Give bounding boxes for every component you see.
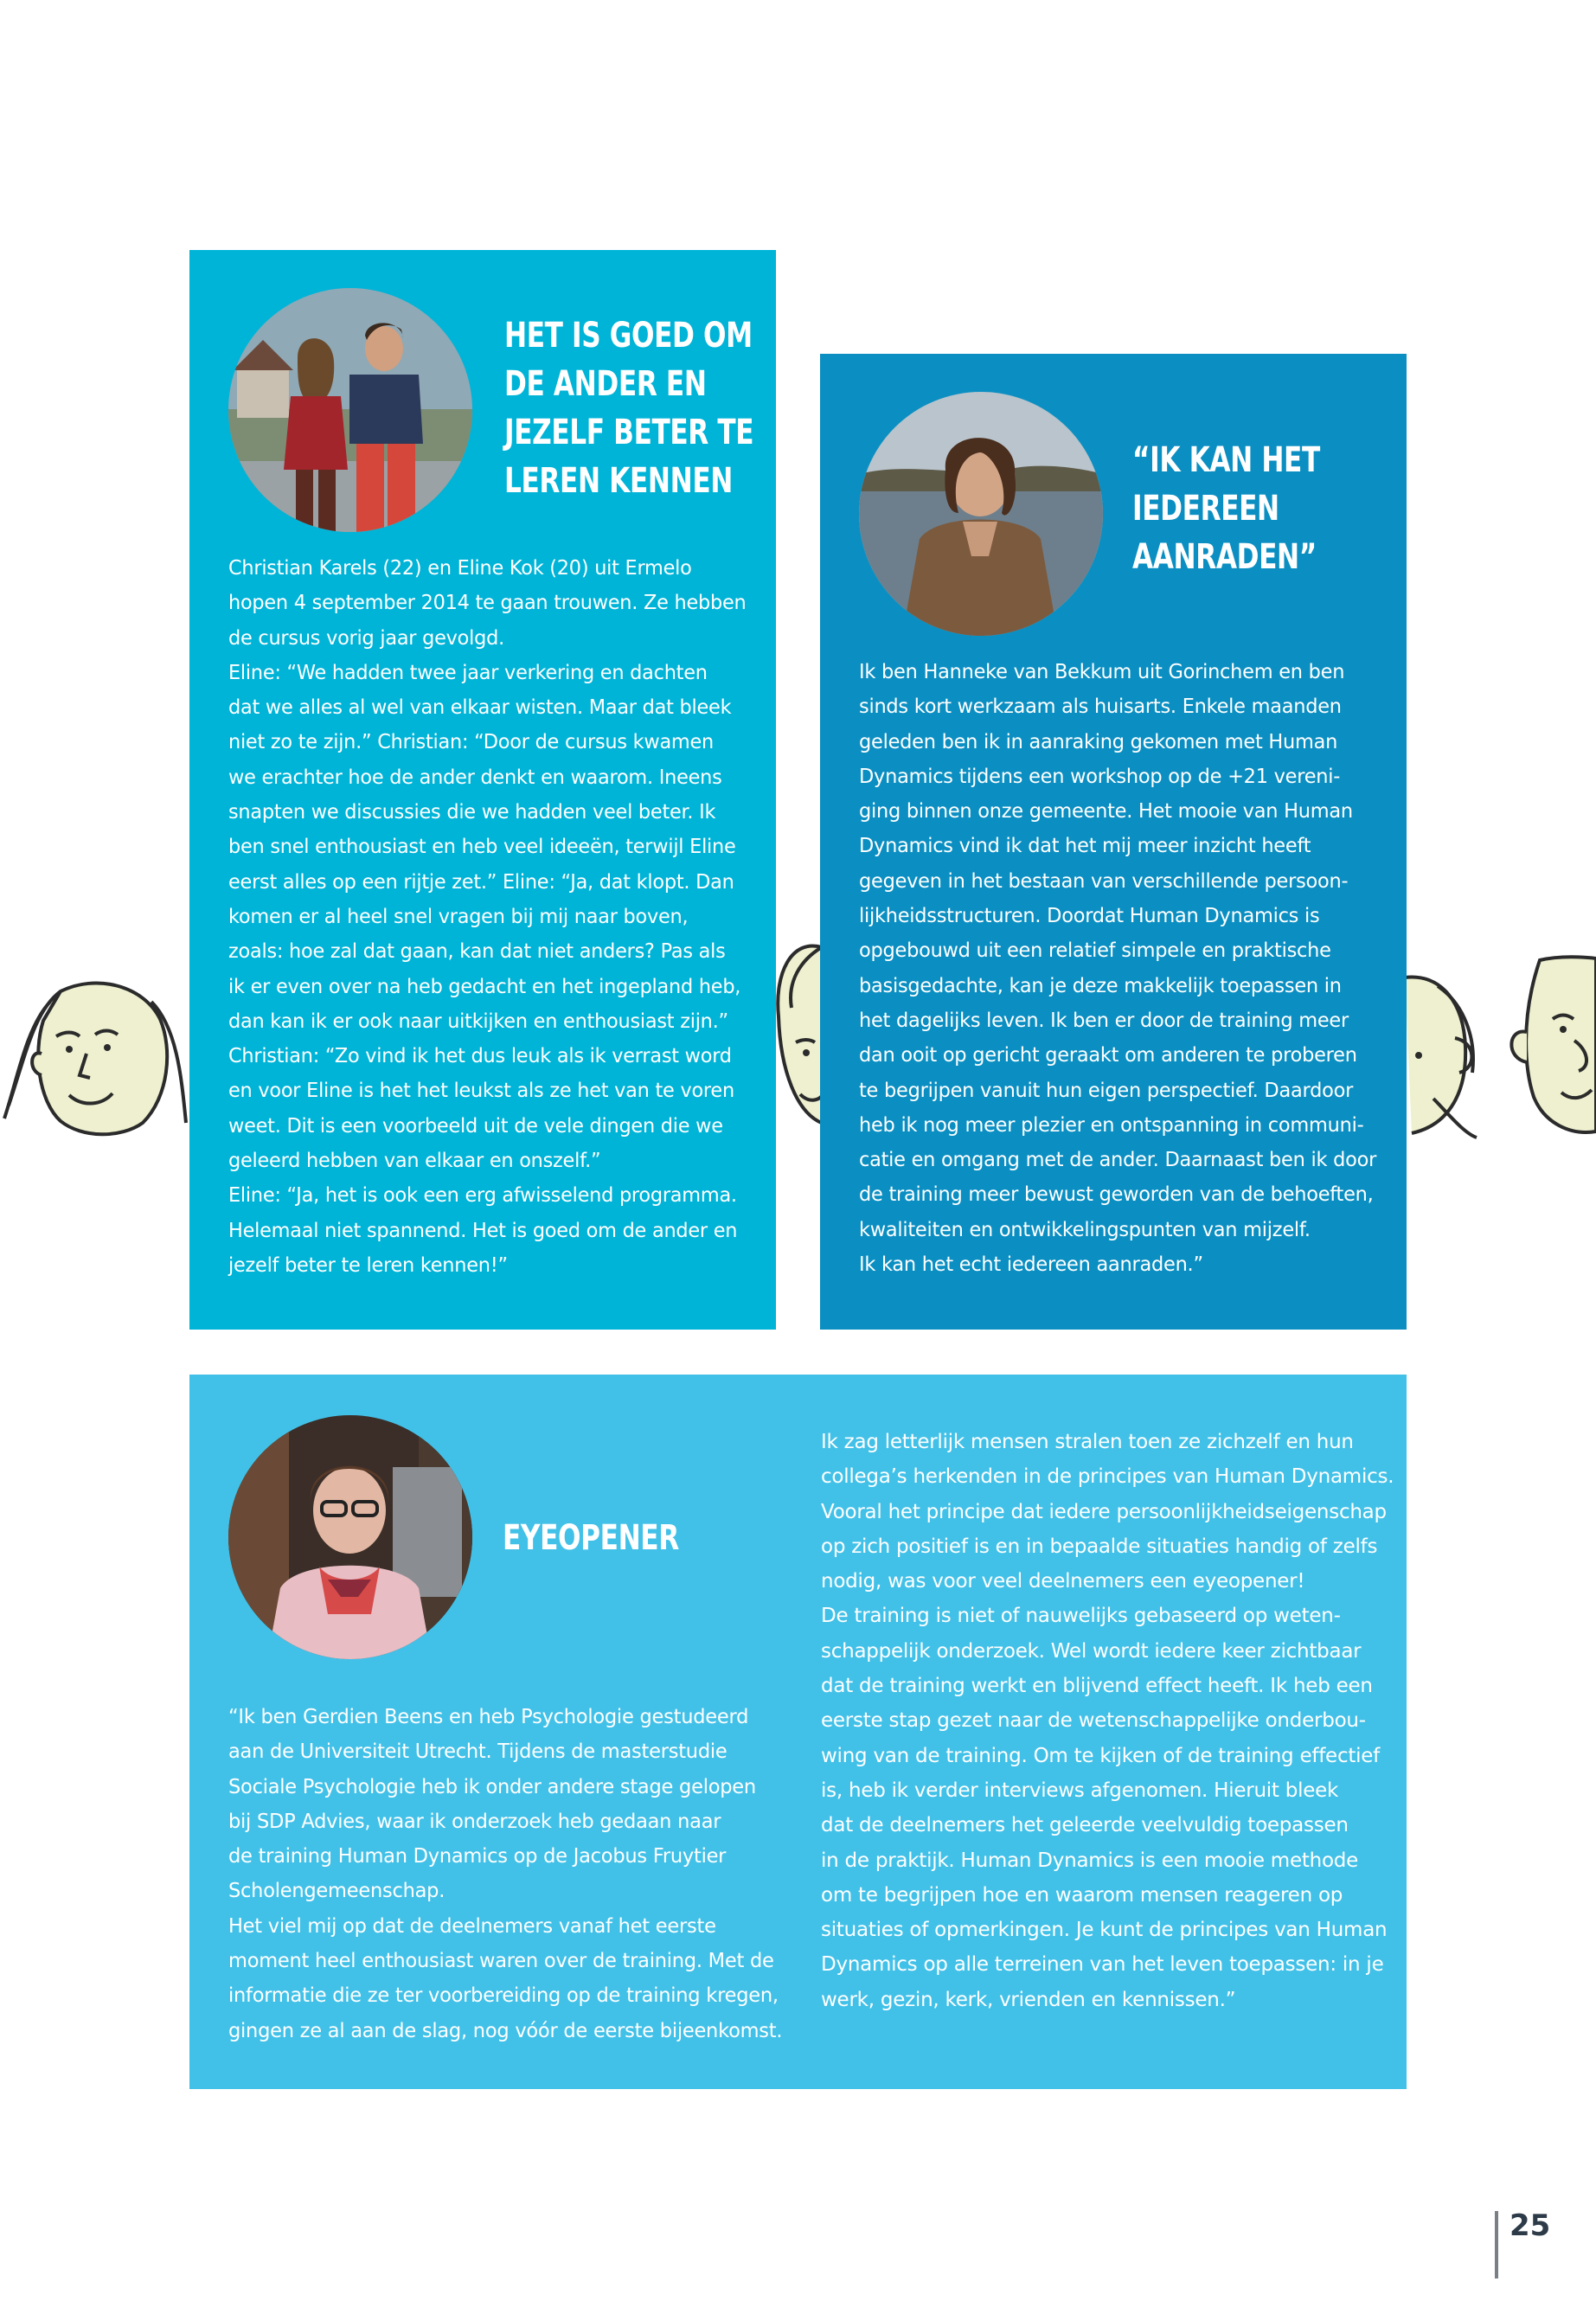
story1-body: Christian Karels (22) en Eline Kok (20) uit Ermelo hopen 4 september 2014 te gaan trouwen. Ze hebben de cursus vorig jaar gevolgd. Eline: “We hadden twee jaar verkering en dachten dat we alles al wel van elkaar wisten. Maar dat bleek niet zo te zijn.” Christian: “Door de cursus kwamen we erachter hoe de ander denkt en waarom. Ineens snapten we discussies die we hadden veel beter. Ik ben snel enthousiast en heb veel ideeën, terwijl Eline eerst alles op een rijtje zet.” Eline: “Ja, dat klopt. Dan komen er al heel snel vragen bij mij naar boven, zoals: hoe zal dat gaan, kan dat niet anders? Pas als ik er even over na heb gedacht en het ingepland heb, dan kan ik er ook naar uitkijken en enthousiast zijn.” Christian: “Zo vind ik het dus leuk als ik verrast word en voor Eline is het het leukst als ze het van te voren weet. Dit is een voorbeeld uit de vele dingen die we geleerd hebben van elkaar en onszelf.” Eline: “Ja, het is ook een erg afwisselend programma. Helemaal niet spannend. Het is goed om de ander en jezelf beter te leren kennen!” (228, 557, 747, 1277)
story3-body-right: Ik zag letterlijk mensen stralen toen ze zichzelf en hun collega’s herkenden in de principes van Human Dynamics. Vooral het principe dat iedere persoonlijkheidseigenschap op zich positief is en in bepaalde situaties handig of zelfs nodig, was voor veel deelnemers een eyeopener! De training is niet of nauwelijks gebaseerd op weten- schappelijk onderzoek. Wel wordt iedere keer zichtbaar dat de training werkt en blijvend effect heeft. Ik heb een eerste stap gezet naar de wetenschappelijke onderbou- wing van de training. Om te kijken of de training effectief is, heb ik verder interviews afgenomen. Hieruit bleek dat de deelnemers het geleerde veelvuldig toepassen in de praktijk. Human Dynamics is een mooie methode om te begrijpen hoe en waarom mensen reageren op situaties of opmerkingen. Je kunt de principes van Human Dynamics op alle terreinen van het leven toepassen: in je werk, gezin, kerk, vrienden en kennissen.” (821, 1431, 1394, 2011)
hanneke-photo (859, 392, 1103, 636)
face-left-icon (0, 967, 190, 1140)
story-box-hanneke (820, 354, 1407, 1330)
story-box-christian-eline (189, 250, 776, 1330)
couple-photo (228, 288, 472, 532)
story3-heading: EYEOPENER (503, 1518, 679, 1558)
gerdien-photo (228, 1415, 472, 1659)
story-box-gerdien (189, 1375, 1407, 2089)
story3-body-left: “Ik ben Gerdien Beens en heb Psychologie gestudeerd aan de Universiteit Utrecht. Tijdens de masterstudie Sociale Psychologie heb ik onder andere stage gelopen bij SDP Advies, waar ik onderzoek heb gedaan naar de training Human Dynamics op de Jacobus Fruytier Scholengemeenschap. Het viel mij op dat de deelnemers vanaf het eerste moment heel enthousiast waren over de training. Met de informatie die ze ter voorbereiding op de training kregen, gingen ze al aan de slag, nog vóór de eerste bijeenkomst. (228, 1706, 783, 2042)
story2-body: Ik ben Hanneke van Bekkum uit Gorinchem en ben sinds kort werkzaam als huisarts. Enkele maanden geleden ben ik in aanraking gekomen met Human Dynamics tijdens een workshop op de +21 vereni- ging binnen onze gemeente. Het mooie van Human Dynamics vind ik dat het mij meer inzicht heeft gegeven in het bestaan van verschillende persoon- lijkheidsstructuren. Doordat Human Dynamics is opgebouwd uit een relatief simpele en praktische basisgedachte, kan je deze makkelijk toepassen in het dagelijks leven. Ik ben er door de training meer dan ooit op gericht geraakt om anderen te proberen te begrijpen vanuit hun eigen perspectief. Daardoor heb ik nog meer plezier en ontspanning in communi- catie en omgang met de ander. Daarnaast ben ik door de training meer bewust geworden van de behoeften, kwaliteiten en ontwikkelingspunten van mijzelf. Ik kan het echt iedereen aanraden.” (859, 661, 1377, 1277)
face-right-man-icon (1492, 950, 1596, 1140)
page-number-rule (1495, 2211, 1498, 2279)
story2-heading: “IK KAN HET IEDEREEN AANRADEN” (1132, 440, 1320, 577)
face-right-girl-icon (1403, 960, 1481, 1150)
page-number: 25 (1509, 2208, 1551, 2243)
story1-heading: HET IS GOED OM DE ANDER EN JEZELF BETER TE LEREN KENNEN (504, 316, 754, 501)
